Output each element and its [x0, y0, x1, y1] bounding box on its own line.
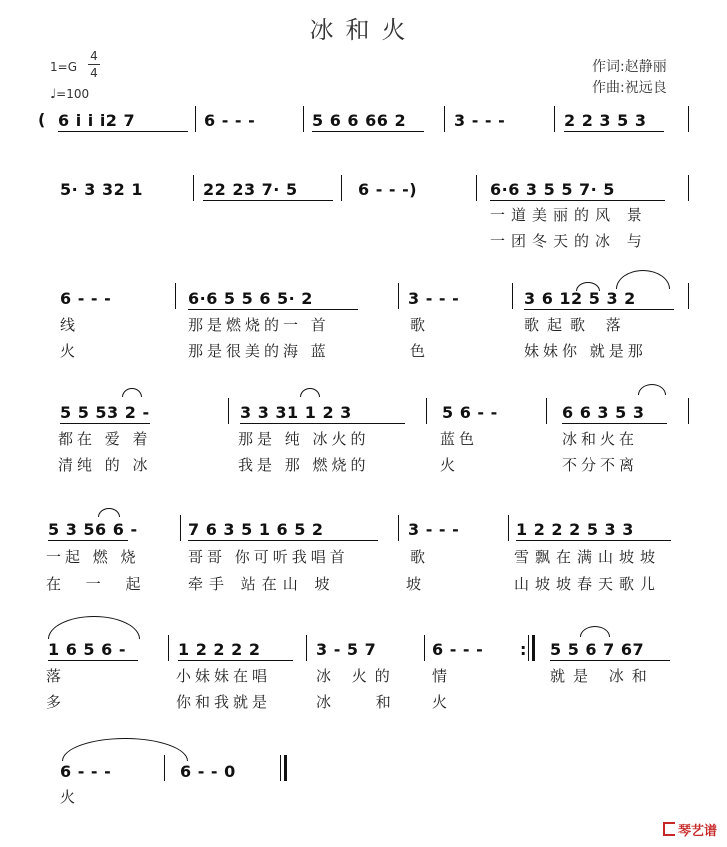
s6-measure-1: 1 6 5 6 - [48, 640, 126, 659]
time-signature [88, 50, 100, 79]
slur-arc [616, 270, 670, 289]
barline [306, 635, 307, 661]
s3-lyric-2a: 火 [60, 342, 76, 360]
s5-measure-1: 5 3 56 6 - [48, 520, 138, 539]
s6-lyric-1a: 落 [46, 667, 62, 685]
tie-arc [580, 626, 610, 637]
beam-line [188, 540, 378, 541]
s6-lyric-1b: 小妹妹在唱 [176, 667, 272, 685]
barline [476, 175, 477, 201]
beam-line [516, 540, 671, 541]
s4-measure-2: 3 3 31 1 2 3 [240, 403, 352, 422]
s1-measure-5: 2 2 3 5 3 [564, 111, 647, 130]
barline [688, 398, 689, 424]
s2-measure-3: 6 - - -) [358, 180, 418, 199]
s6-measure-4: 6 - - - [432, 640, 484, 659]
s6-lyric-2a: 多 [46, 693, 62, 711]
s5-lyric-1a: 一起 燃 烧 [46, 548, 140, 566]
tie-arc [576, 282, 600, 291]
s5-lyric-2d: 山坡坡春天歌儿 [514, 575, 662, 593]
tie-arc [300, 388, 320, 397]
s4-lyric-2d: 不分不离 [562, 456, 639, 474]
barline [398, 283, 399, 309]
tie-arc [122, 388, 142, 397]
barline [398, 515, 399, 541]
s3-lyric-1d: 歌起歌 落 [524, 316, 629, 334]
s5-measure-4: 1 2 2 2 5 3 3 [516, 520, 634, 539]
barline [554, 106, 555, 132]
barline [168, 635, 169, 661]
barline [228, 398, 229, 424]
s4-lyric-2b: 我是 那 燃烧的 [238, 456, 370, 474]
s3-lyric-1c: 歌 [410, 316, 426, 334]
barline [195, 106, 196, 132]
repeat-barline-thin [528, 635, 529, 661]
barline [175, 283, 176, 309]
s3-lyric-1a: 线 [60, 316, 76, 334]
s5-lyric-2b: 牵手 站在山 坡 [188, 575, 336, 593]
s5-lyric-1d: 雪飘在满山坡坡 [514, 548, 662, 566]
beam-line [60, 423, 150, 424]
barline [444, 106, 445, 132]
s2-measure-1: 5· 3 32 1 [60, 180, 143, 199]
time-signature-top: 4 [90, 49, 98, 63]
barline [193, 175, 194, 201]
barline [688, 283, 689, 309]
barline [303, 106, 304, 132]
site-watermark [663, 820, 717, 839]
s5-lyric-1b: 哥哥 你可听我唱首 [188, 548, 349, 566]
tie-arc [638, 384, 666, 395]
s7-lyric-1: 火 [60, 788, 76, 806]
s5-measure-3: 3 - - - [408, 520, 460, 539]
s5-measure-2: 7 6 3 5 1 6 5 2 [188, 520, 324, 539]
s6-lyric-1e: 就是 冰和 [550, 667, 655, 685]
s2-lyric-verse-1: 一道美丽的风 景 [490, 206, 648, 224]
s4-lyric-1b: 那是 纯 冰火的 [238, 430, 370, 448]
tempo-marking [50, 87, 89, 102]
watermark-text: 琴艺谱 [677, 824, 717, 839]
lyricist-credit: 作词:赵静丽 [592, 59, 667, 75]
composer-credit: 作曲:祝远良 [592, 80, 667, 96]
beam-line [564, 131, 664, 132]
slur-arc [48, 616, 140, 639]
beam-line [550, 660, 670, 661]
s2-lyric-verse-2: 一团冬天的冰 与 [490, 232, 648, 250]
final-barline-thick [284, 755, 287, 781]
s3-measure-4: 3 6 12 5 3 2 [524, 289, 636, 308]
barline [426, 398, 427, 424]
s2-measure-2: 22 23 7· 5 [203, 180, 298, 199]
s3-lyric-2d: 妹妹你 就是那 [524, 342, 647, 360]
s2-measure-4: 6·6 3 5 5 7· 5 [490, 180, 615, 199]
s5-lyric-2c: 坡 [406, 575, 422, 593]
barline [424, 635, 425, 661]
s4-measure-4: 6 6 3 5 3 [562, 403, 645, 422]
s1-measure-2: 6 - - - [204, 111, 256, 130]
barline [688, 106, 689, 132]
beam-line [48, 660, 138, 661]
s1-measure-1: 6 i i i2 7 [58, 111, 136, 130]
s3-lyric-2c: 色 [410, 342, 426, 360]
s4-lyric-2a: 清纯 的 冰 [58, 456, 152, 474]
final-barline-thin [280, 755, 281, 781]
time-signature-bottom: 4 [90, 66, 98, 80]
s6-lyric-2c: 冰 和 [316, 693, 411, 711]
s3-measure-1: 6 - - - [60, 289, 112, 308]
beam-line [240, 423, 405, 424]
beam-line [524, 309, 674, 310]
slur-arc [62, 738, 188, 761]
s6-lyric-2b: 你和我就是 [176, 693, 272, 711]
s4-measure-1: 5 5 53 2 - [60, 403, 150, 422]
quarter-note-icon: ♩ [50, 87, 57, 102]
beam-line [188, 309, 358, 310]
s6-lyric-1c: 冰 火的 [316, 667, 398, 685]
s3-lyric-2b: 那是很美的海 蓝 [188, 342, 330, 360]
s4-lyric-2c: 火 [440, 456, 456, 474]
beam-line [203, 200, 333, 201]
s6-measure-3: 3 - 5 7 [316, 640, 377, 659]
repeat-dots: : [520, 640, 527, 659]
s4-lyric-1a: 都在 爱 着 [58, 430, 152, 448]
s5-lyric-2a: 在 一 起 [46, 575, 151, 593]
s3-measure-3: 3 - - - [408, 289, 460, 308]
s6-lyric-2d: 火 [432, 693, 448, 711]
s6-measure-5: 5 5 6 7 67 [550, 640, 645, 659]
beam-line [48, 540, 128, 541]
barline [512, 283, 513, 309]
barline [546, 398, 547, 424]
intro-paren-open: ( [38, 110, 46, 129]
tempo-value: =100 [56, 87, 90, 101]
beam-line [178, 660, 293, 661]
s4-lyric-1d: 冰和火在 [562, 430, 639, 448]
logo-icon [663, 822, 675, 836]
beam-line [58, 131, 188, 132]
s7-measure-2: 6 - - 0 [180, 762, 236, 781]
beam-line [312, 131, 424, 132]
s4-lyric-1c: 蓝色 [440, 430, 479, 448]
s6-measure-2: 1 2 2 2 2 [178, 640, 261, 659]
s6-lyric-1d: 情 [432, 667, 448, 685]
s3-lyric-1b: 那是燃烧的一 首 [188, 316, 330, 334]
s5-lyric-1c: 歌 [410, 548, 426, 566]
beam-line [562, 423, 667, 424]
s3-measure-2: 6·6 5 5 6 5· 2 [188, 289, 313, 308]
s4-measure-3: 5 6 - - [442, 403, 498, 422]
s1-measure-3: 5 6 6 66 2 [312, 111, 407, 130]
barline [180, 515, 181, 541]
barline [688, 175, 689, 201]
barline [508, 515, 509, 541]
score-title: 冰和火 [309, 16, 418, 44]
s1-measure-4: 3 - - - [454, 111, 506, 130]
tie-arc [98, 508, 120, 517]
key-signature: 1=G [50, 60, 77, 74]
repeat-barline-thick [532, 635, 535, 661]
s7-measure-1: 6 - - - [60, 762, 112, 781]
barline [341, 175, 342, 201]
beam-line [490, 200, 665, 201]
